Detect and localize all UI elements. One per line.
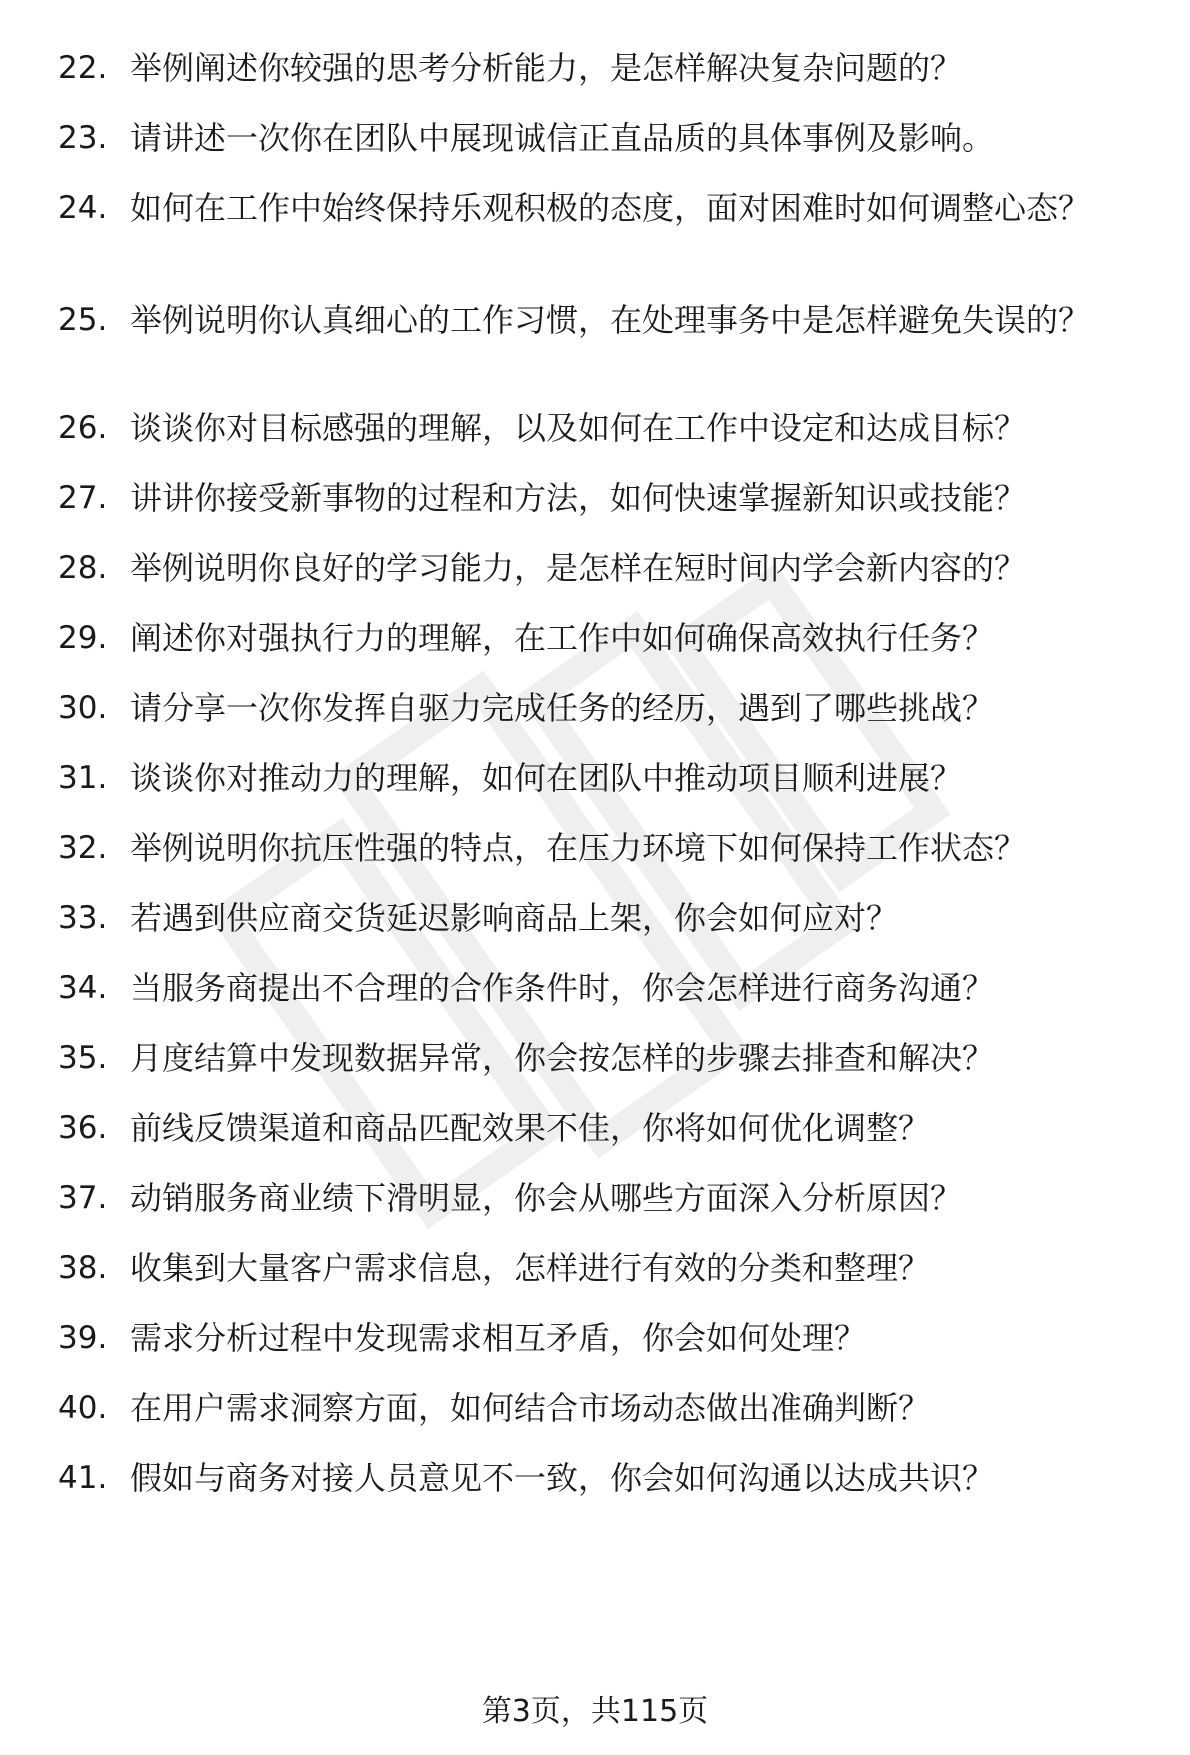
question-text: 若遇到供应商交货延迟影响商品上架，你会如何应对？ — [130, 899, 899, 937]
question-number: 39. — [58, 1320, 108, 1356]
question-text: 阐述你对强执行力的理解，在工作中如何确保高效执行任务？ — [130, 619, 995, 657]
question-text: 当服务商提出不合理的合作条件时，你会怎样进行商务沟通？ — [130, 969, 995, 1007]
page-number-label: 第3页，共115页 — [481, 1694, 709, 1729]
question-number: 36. — [58, 1110, 108, 1146]
question-text: 需求分析过程中发现需求相互矛盾，你会如何处理？ — [130, 1319, 867, 1357]
question-number: 33. — [58, 900, 108, 936]
question-text: 如何在工作中始终保持乐观积极的态度，面对困难时如何调整心态？ — [130, 189, 1091, 227]
page-footer — [0, 1690, 1190, 1734]
question-number: 41. — [58, 1460, 108, 1496]
question-number: 27. — [58, 480, 108, 516]
question-number: 35. — [58, 1040, 108, 1076]
question-text: 谈谈你对目标感强的理解，以及如何在工作中设定和达成目标？ — [130, 409, 1027, 447]
question-number: 22. — [58, 50, 108, 86]
question-number: 37. — [58, 1180, 108, 1216]
question-text: 举例说明你抗压性强的特点，在压力环境下如何保持工作状态？ — [130, 829, 1027, 867]
question-text: 讲讲你接受新事物的过程和方法，如何快速掌握新知识或技能？ — [130, 479, 1027, 517]
question-text: 举例说明你认真细心的工作习惯，在处理事务中是怎样避免失误的？ — [130, 301, 1091, 339]
question-number: 30. — [58, 690, 108, 726]
question-text: 假如与商务对接人员意见不一致，你会如何沟通以达成共识？ — [130, 1459, 995, 1497]
question-number: 40. — [58, 1390, 108, 1426]
question-text: 谈谈你对推动力的理解，如何在团队中推动项目顺利进展？ — [130, 759, 963, 797]
question-number: 24. — [58, 190, 108, 226]
question-number: 38. — [58, 1250, 108, 1286]
question-number: 23. — [58, 120, 108, 156]
question-text: 举例阐述你较强的思考分析能力，是怎样解决复杂问题的？ — [130, 49, 963, 87]
question-number: 29. — [58, 620, 108, 656]
question-number: 28. — [58, 550, 108, 586]
question-number: 32. — [58, 830, 108, 866]
question-number: 26. — [58, 410, 108, 446]
question-number: 31. — [58, 760, 108, 796]
question-text: 举例说明你良好的学习能力，是怎样在短时间内学会新内容的？ — [130, 549, 1027, 587]
question-text: 在用户需求洞察方面，如何结合市场动态做出准确判断？ — [130, 1389, 931, 1427]
question-text: 前线反馈渠道和商品匹配效果不佳，你将如何优化调整？ — [130, 1109, 931, 1147]
question-number: 25. — [58, 302, 108, 338]
question-text: 请分享一次你发挥自驱力完成任务的经历，遇到了哪些挑战？ — [130, 689, 995, 727]
question-text: 请讲述一次你在团队中展现诚信正直品质的具体事例及影响。 — [130, 119, 995, 157]
question-text: 收集到大量客户需求信息，怎样进行有效的分类和整理？ — [130, 1249, 931, 1287]
question-text: 月度结算中发现数据异常，你会按怎样的步骤去排查和解决？ — [130, 1039, 995, 1077]
question-text: 动销服务商业绩下滑明显，你会从哪些方面深入分析原因？ — [130, 1179, 963, 1217]
question-number: 34. — [58, 970, 108, 1006]
